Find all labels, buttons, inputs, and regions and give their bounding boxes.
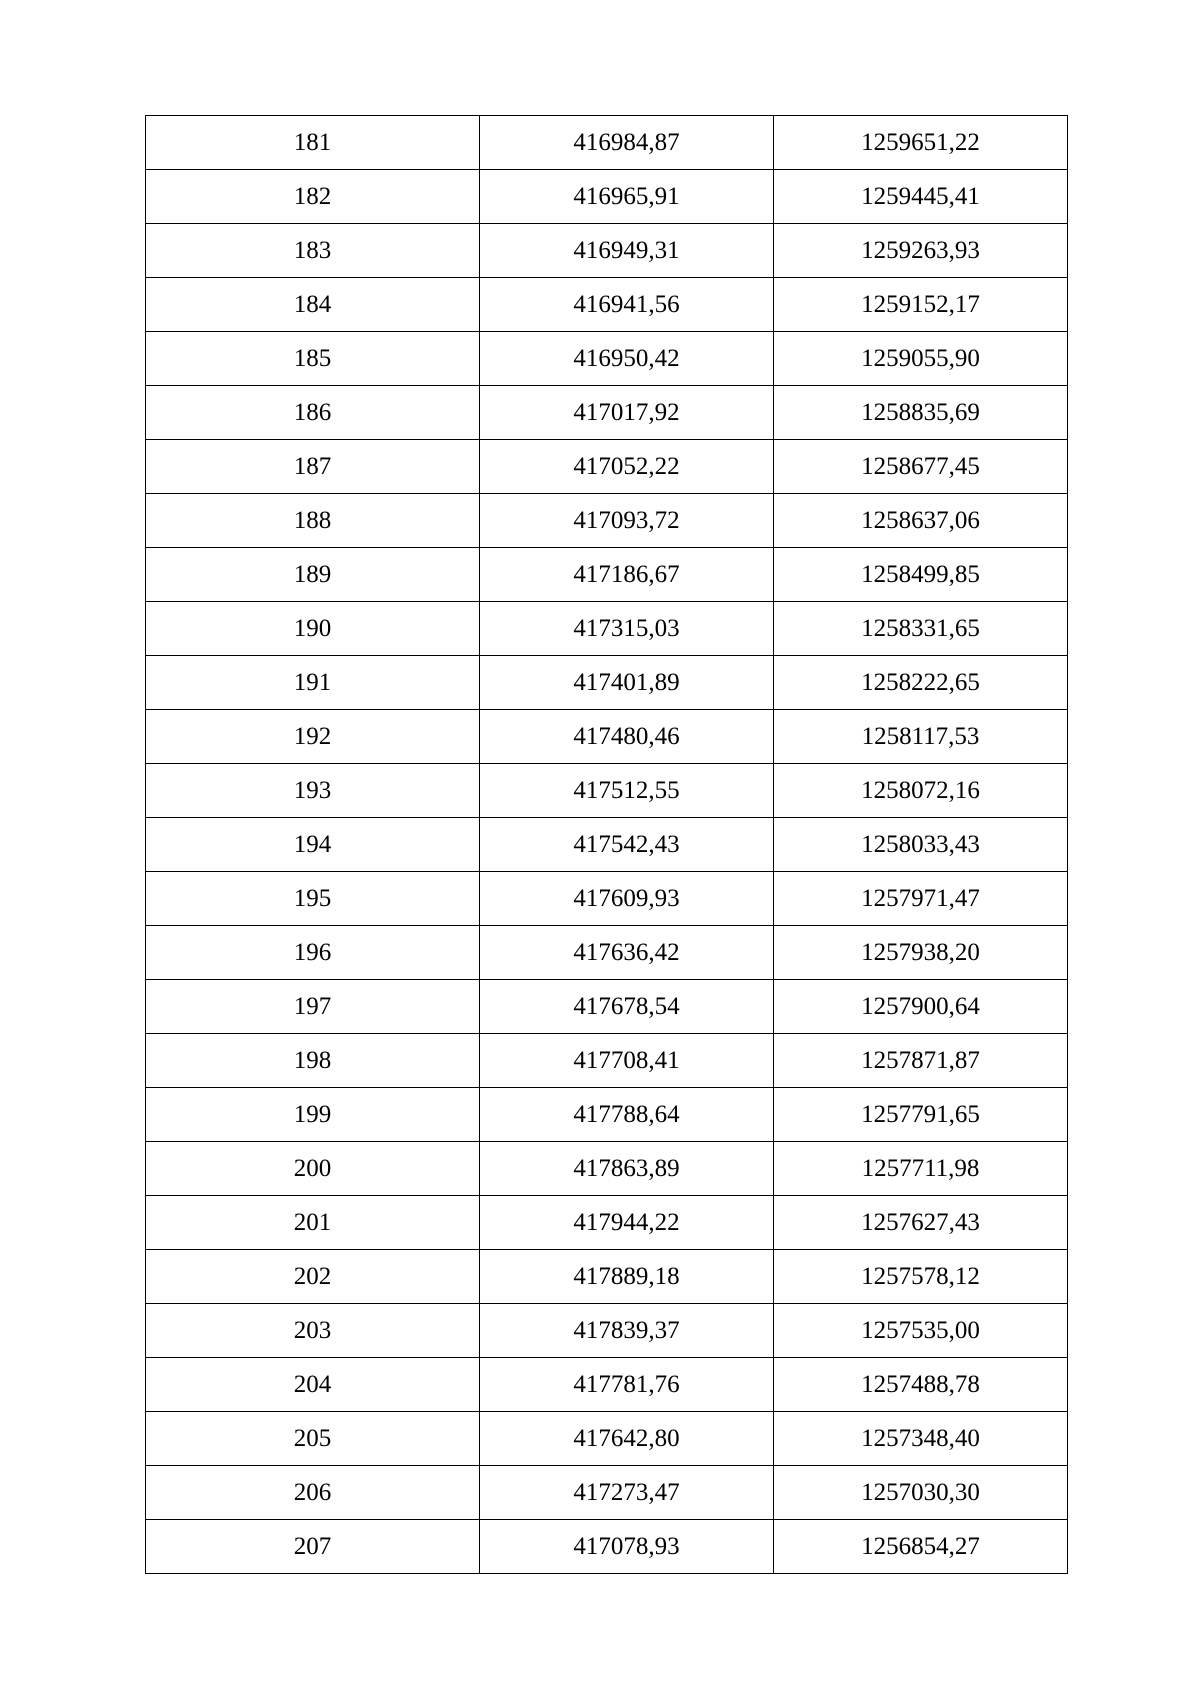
table-row xyxy=(146,548,1068,602)
y-coordinate-cell: 1258072,16 xyxy=(774,764,1068,818)
y-coordinate-cell: 1259651,22 xyxy=(774,116,1068,170)
y-coordinate-cell: 1257900,64 xyxy=(774,980,1068,1034)
y-coordinate-cell: 1257488,78 xyxy=(774,1358,1068,1412)
point-number-cell: 206 xyxy=(146,1466,480,1520)
y-coordinate-cell: 1257791,65 xyxy=(774,1088,1068,1142)
table-row xyxy=(146,116,1068,170)
y-coordinate-cell: 1258499,85 xyxy=(774,548,1068,602)
y-coordinate-cell: 1257938,20 xyxy=(774,926,1068,980)
y-coordinate-cell: 1258222,65 xyxy=(774,656,1068,710)
y-coordinate-cell: 1258331,65 xyxy=(774,602,1068,656)
table-row xyxy=(146,980,1068,1034)
x-coordinate-cell: 417944,22 xyxy=(480,1196,774,1250)
point-number-cell: 196 xyxy=(146,926,480,980)
x-coordinate-cell: 417642,80 xyxy=(480,1412,774,1466)
point-number-cell: 198 xyxy=(146,1034,480,1088)
point-number-cell: 185 xyxy=(146,332,480,386)
x-coordinate-cell: 417401,89 xyxy=(480,656,774,710)
point-number-cell: 192 xyxy=(146,710,480,764)
point-number-cell: 193 xyxy=(146,764,480,818)
table-row xyxy=(146,1142,1068,1196)
table-row xyxy=(146,1520,1068,1574)
x-coordinate-cell: 417017,92 xyxy=(480,386,774,440)
x-coordinate-cell: 417542,43 xyxy=(480,818,774,872)
x-coordinate-cell: 417273,47 xyxy=(480,1466,774,1520)
x-coordinate-cell: 417093,72 xyxy=(480,494,774,548)
x-coordinate-cell: 417636,42 xyxy=(480,926,774,980)
x-coordinate-cell: 417052,22 xyxy=(480,440,774,494)
y-coordinate-cell: 1258033,43 xyxy=(774,818,1068,872)
table-row xyxy=(146,1358,1068,1412)
table-row xyxy=(146,656,1068,710)
point-number-cell: 188 xyxy=(146,494,480,548)
table-row xyxy=(146,332,1068,386)
point-number-cell: 186 xyxy=(146,386,480,440)
y-coordinate-cell: 1257627,43 xyxy=(774,1196,1068,1250)
x-coordinate-cell: 416984,87 xyxy=(480,116,774,170)
point-number-cell: 182 xyxy=(146,170,480,224)
table-row xyxy=(146,710,1068,764)
y-coordinate-cell: 1259263,93 xyxy=(774,224,1068,278)
table-row xyxy=(146,764,1068,818)
table-row xyxy=(146,1412,1068,1466)
y-coordinate-cell: 1259152,17 xyxy=(774,278,1068,332)
x-coordinate-cell: 417889,18 xyxy=(480,1250,774,1304)
y-coordinate-cell: 1257871,87 xyxy=(774,1034,1068,1088)
table-row xyxy=(146,386,1068,440)
y-coordinate-cell: 1257971,47 xyxy=(774,872,1068,926)
x-coordinate-cell: 417678,54 xyxy=(480,980,774,1034)
x-coordinate-cell: 417708,41 xyxy=(480,1034,774,1088)
table-row xyxy=(146,1304,1068,1358)
x-coordinate-cell: 417078,93 xyxy=(480,1520,774,1574)
x-coordinate-cell: 416950,42 xyxy=(480,332,774,386)
point-number-cell: 190 xyxy=(146,602,480,656)
table-row xyxy=(146,1466,1068,1520)
x-coordinate-cell: 417839,37 xyxy=(480,1304,774,1358)
table-row xyxy=(146,1250,1068,1304)
point-number-cell: 191 xyxy=(146,656,480,710)
y-coordinate-cell: 1259445,41 xyxy=(774,170,1068,224)
point-number-cell: 195 xyxy=(146,872,480,926)
table-row xyxy=(146,224,1068,278)
table-row xyxy=(146,440,1068,494)
table-row xyxy=(146,926,1068,980)
y-coordinate-cell: 1258117,53 xyxy=(774,710,1068,764)
table-row xyxy=(146,494,1068,548)
point-number-cell: 207 xyxy=(146,1520,480,1574)
y-coordinate-cell: 1257535,00 xyxy=(774,1304,1068,1358)
point-number-cell: 201 xyxy=(146,1196,480,1250)
y-coordinate-cell: 1257348,40 xyxy=(774,1412,1068,1466)
coordinates-table-body xyxy=(146,116,1068,1574)
point-number-cell: 204 xyxy=(146,1358,480,1412)
table-row xyxy=(146,602,1068,656)
y-coordinate-cell: 1257578,12 xyxy=(774,1250,1068,1304)
x-coordinate-cell: 417512,55 xyxy=(480,764,774,818)
table-row xyxy=(146,1196,1068,1250)
y-coordinate-cell: 1258835,69 xyxy=(774,386,1068,440)
y-coordinate-cell: 1257030,30 xyxy=(774,1466,1068,1520)
point-number-cell: 202 xyxy=(146,1250,480,1304)
point-number-cell: 200 xyxy=(146,1142,480,1196)
x-coordinate-cell: 416965,91 xyxy=(480,170,774,224)
point-number-cell: 187 xyxy=(146,440,480,494)
x-coordinate-cell: 417186,67 xyxy=(480,548,774,602)
point-number-cell: 199 xyxy=(146,1088,480,1142)
x-coordinate-cell: 416941,56 xyxy=(480,278,774,332)
point-number-cell: 197 xyxy=(146,980,480,1034)
x-coordinate-cell: 416949,31 xyxy=(480,224,774,278)
y-coordinate-cell: 1259055,90 xyxy=(774,332,1068,386)
x-coordinate-cell: 417788,64 xyxy=(480,1088,774,1142)
point-number-cell: 203 xyxy=(146,1304,480,1358)
x-coordinate-cell: 417609,93 xyxy=(480,872,774,926)
table-row xyxy=(146,1088,1068,1142)
coordinates-table xyxy=(145,115,1068,1574)
table-row xyxy=(146,872,1068,926)
y-coordinate-cell: 1258637,06 xyxy=(774,494,1068,548)
table-row xyxy=(146,170,1068,224)
x-coordinate-cell: 417315,03 xyxy=(480,602,774,656)
x-coordinate-cell: 417781,76 xyxy=(480,1358,774,1412)
y-coordinate-cell: 1257711,98 xyxy=(774,1142,1068,1196)
y-coordinate-cell: 1258677,45 xyxy=(774,440,1068,494)
point-number-cell: 205 xyxy=(146,1412,480,1466)
table-row xyxy=(146,1034,1068,1088)
x-coordinate-cell: 417863,89 xyxy=(480,1142,774,1196)
point-number-cell: 194 xyxy=(146,818,480,872)
point-number-cell: 189 xyxy=(146,548,480,602)
table-row xyxy=(146,278,1068,332)
y-coordinate-cell: 1256854,27 xyxy=(774,1520,1068,1574)
table-row xyxy=(146,818,1068,872)
point-number-cell: 181 xyxy=(146,116,480,170)
point-number-cell: 183 xyxy=(146,224,480,278)
point-number-cell: 184 xyxy=(146,278,480,332)
x-coordinate-cell: 417480,46 xyxy=(480,710,774,764)
